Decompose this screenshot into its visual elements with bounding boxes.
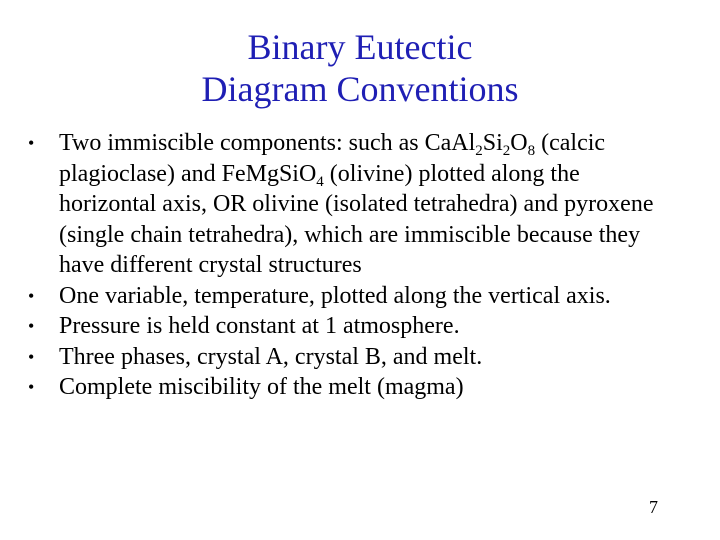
formula-subscript: 2 [475,143,483,159]
bullet-icon: • [28,316,35,336]
formula-subscript: 8 [527,143,536,159]
bullet-icon: • [28,133,35,153]
bullet-list [28,128,658,403]
bullet-text: Complete miscibility of the melt (magma) [59,374,464,400]
bullet-icon: • [28,346,35,367]
formula-subscript: 2 [502,143,511,159]
formula-subscript: 4 [316,173,324,190]
bullet-item-temperature [28,281,658,312]
bullet-text [59,130,653,278]
bullet-text: Pressure is held constant at 1 atmosphere. [59,313,460,339]
bullet-item-miscibility [28,372,658,403]
title-line-2: Diagram Conventions [201,69,519,109]
bullet-text: Three phases, crystal A, crystal B, and melt. [59,343,483,370]
title-line-1: Binary Eutectic [247,27,473,67]
bullet-text-part: O [510,130,528,156]
bullet-text-part: (calcic plagioclase) and FeMgSiO [59,130,606,187]
bullet-text-part: Si [482,130,503,156]
bullet-text-part: (olivine) plotted along the horizontal axis, OR olivine (isolated tetrahedra) and pyroxene (single chain tetrahedra), which are immiscible because they have different crystal structures [59,160,654,278]
bullet-icon: • [28,377,35,397]
bullet-text-part: Two immiscible components: such as CaAl [59,130,476,156]
bullet-item-components [28,128,658,281]
bullet-text: One variable, temperature, plotted along the vertical axis. [59,282,611,309]
page-number: 7 [649,497,658,517]
bullet-item-pressure [28,311,658,342]
slide-title [0,26,720,110]
bullet-icon: • [28,285,35,306]
bullet-item-phases [28,342,658,373]
